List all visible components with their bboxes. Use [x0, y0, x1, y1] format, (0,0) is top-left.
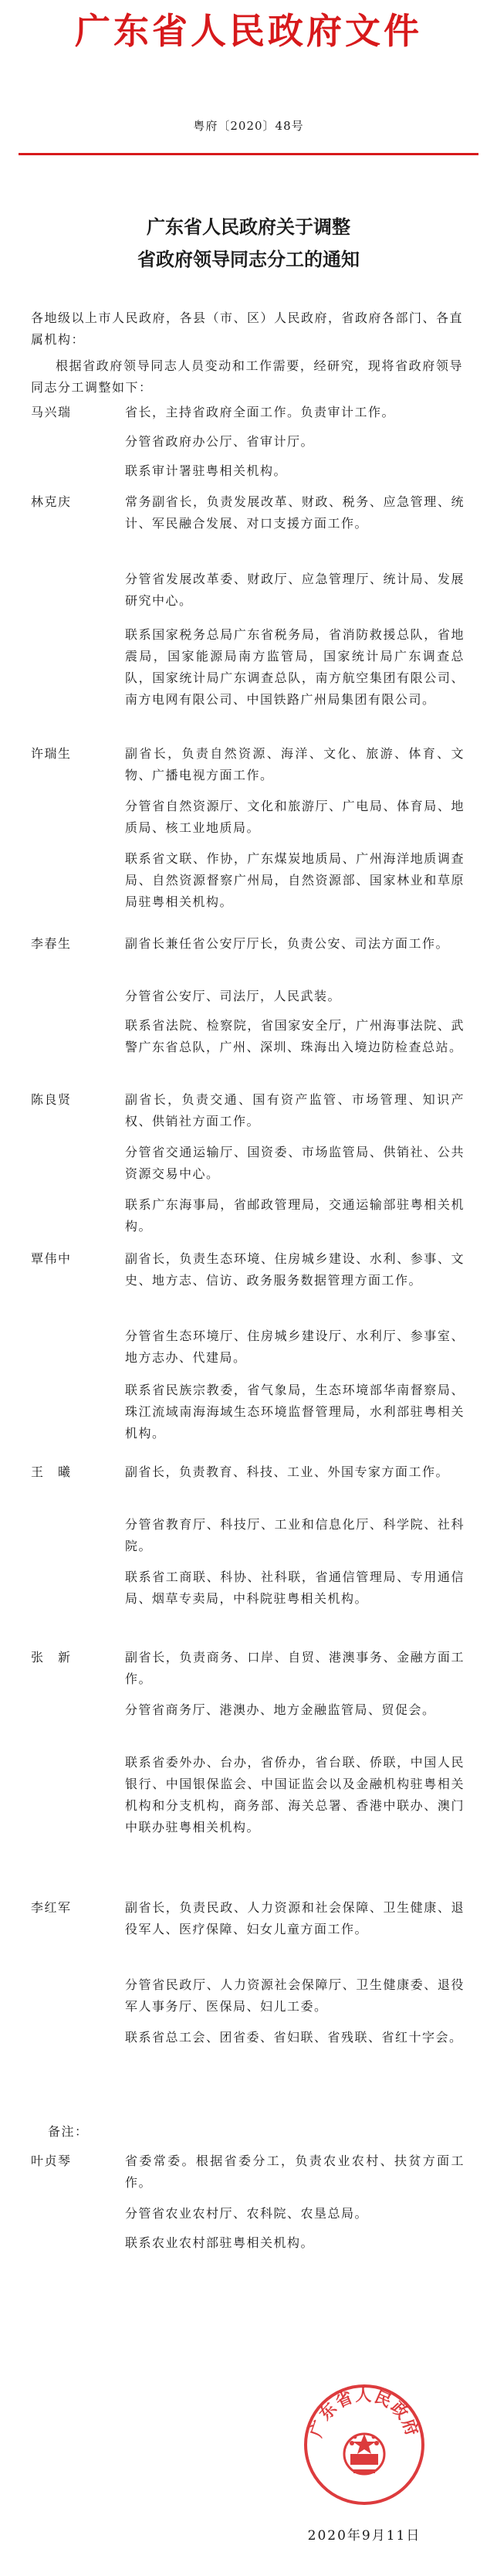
national-emblem-icon: [344, 2434, 384, 2474]
seal-text: 广东省人民政府: [306, 2385, 423, 2440]
person-name: 叶贞琴: [31, 2153, 72, 2168]
duty-paragraph: 联系省民族宗教委，省气象局，生态环境部华南督察局、珠江流域南海海域生态环境监督管理局，水利部驻粤相关机构。: [125, 1383, 465, 1441]
document-number: 粤府〔2020〕48号: [193, 119, 304, 133]
duty-paragraph: 分管省政府办公厅、省审计厅。: [125, 434, 315, 449]
duty-paragraph: 分管省民政厅、人力资源社会保障厅、卫生健康委、退役军人事务厅、医保局、妇儿工委。: [125, 1977, 465, 2014]
person-name: 王 曦: [31, 1464, 72, 1479]
duty-paragraph: 省委常委。根据省委分工，负责农业农村、扶贫方面工作。: [125, 2153, 465, 2190]
duty-paragraph: 分管省教育厅、科技厅、工业和信息化厅、科学院、社科院。: [125, 1517, 465, 1553]
duty-paragraph: 联系广东海事局，省邮政管理局，交通运输部驻粤相关机构。: [125, 1197, 465, 1234]
duty-paragraph: 分管省自然资源厅、文化和旅游厅、广电局、体育局、地质局、核工业地质局。: [125, 799, 465, 835]
duty-paragraph: 联系省法院、检察院，省国家安全厅，广州海事法院、武警广东省总队，广州、深圳、珠海出入境边防检查总站。: [125, 1018, 465, 1054]
duty-paragraph: 副省长，负责商务、口岸、自贸、港澳事务、金融方面工作。: [125, 1650, 465, 1686]
duty-paragraph: 省长，主持省政府全面工作。负责审计工作。: [125, 405, 396, 419]
official-seal-icon: [303, 2383, 426, 2506]
duty-paragraph: 副省长，负责交通、国有资产监管、市场管理、知识产权、供销社方面工作。: [125, 1092, 465, 1128]
duty-paragraph: 分管省商务厅、港澳办、地方金融监管局、贸促会。: [125, 1702, 436, 1717]
person-name: 陈良贤: [31, 1092, 72, 1107]
person-name: 许瑞生: [31, 746, 72, 761]
duty-paragraph: 分管省公安厅、司法厅，人民武装。: [125, 989, 342, 1003]
duty-paragraph: 常务副省长，负责发展改革、财政、税务、应急管理、统计、军民融合发展、对口支援方面工作。: [125, 494, 465, 531]
intro-paragraph: 根据省政府领导同志人员变动和工作需要，经研究，现将省政府领导同志分工调整如下：: [31, 358, 463, 395]
duty-paragraph: 分管省交通运输厅、国资委、市场监管局、供销社、公共资源交易中心。: [125, 1145, 465, 1181]
duty-paragraph: 副省长，负责自然资源、海洋、文化、旅游、体育、文物、广播电视方面工作。: [125, 746, 465, 782]
duty-paragraph: 副省长，负责教育、科技、工业、外国专家方面工作。: [125, 1464, 450, 1479]
duty-paragraph: 副省长兼任省公安厅厅长，负责公安、司法方面工作。: [125, 936, 450, 951]
addressee-paragraph: 各地级以上市人民政府，各县（市、区）人民政府，省政府各部门、各直属机构：: [31, 311, 464, 347]
duty-paragraph: 副省长，负责生态环境、住房城乡建设、水利、参事、文史、地方志、信访、政务服务数据管理方面工作。: [125, 1251, 465, 1288]
remarks-label: 备注：: [48, 2124, 89, 2139]
red-separator-line: [19, 153, 478, 155]
person-name: 覃伟中: [31, 1251, 72, 1266]
svg-text:广东省人民政府: [306, 2385, 422, 2439]
person-name: 马兴瑞: [31, 405, 72, 419]
duty-paragraph: 联系国家税务总局广东省税务局，省消防救援总队，省地震局，国家能源局南方监管局，国家统计局广东调查总队，国家统计局广东调查总队，南方航空集团有限公司、南方电网有限公司、中国铁路广州局集团有限公司。: [125, 627, 465, 707]
duty-paragraph: 联系省工商联、科协、社科联，省通信管理局、专用通信局、烟草专卖局，中科院驻粤相关机构。: [125, 1570, 465, 1606]
duty-paragraph: 分管省农业农村厅、农科院、农垦总局。: [125, 2206, 369, 2221]
person-name: 林克庆: [31, 494, 72, 509]
duty-paragraph: 联系省文联、作协，广东煤炭地质局、广州海洋地质调查局、自然资源督察广州局，自然资源部、国家林业和草原局驻粤相关机构。: [125, 851, 465, 909]
document-title-line-1: 广东省人民政府关于调整: [147, 216, 350, 238]
person-name: 李春生: [31, 936, 72, 951]
duty-paragraph: 联系审计署驻粤相关机构。: [125, 463, 288, 478]
document-header-title: 广东省人民政府文件: [75, 10, 422, 52]
person-name: 李红军: [31, 1900, 72, 1915]
duty-paragraph: 分管省发展改革委、财政厅、应急管理厅、统计局、发展研究中心。: [125, 572, 465, 608]
document-date: 2020年9月11日: [307, 2528, 421, 2544]
duty-paragraph: 副省长，负责民政、人力资源和社会保障、卫生健康、退役军人、医疗保障、妇女儿童方面工作。: [125, 1900, 465, 1936]
person-name: 张 新: [31, 1650, 72, 1665]
duty-paragraph: 联系省总工会、团省委、省妇联、省残联、省红十字会。: [125, 2030, 463, 2045]
document-title-line-2: 省政府领导同志分工的通知: [137, 248, 360, 270]
duty-paragraph: 分管省生态环境厅、住房城乡建设厅、水利厅、参事室、地方志办、代建局。: [125, 1329, 465, 1365]
duty-paragraph: 联系农业农村部驻粤相关机构。: [125, 2235, 315, 2250]
duty-paragraph: 联系省委外办、台办，省侨办，省台联、侨联，中国人民银行、中国银保监会、中国证监会以及金融机构驻粤相关机构和分支机构，商务部、海关总署、香港中联办、澳门中联办驻粤相关机构。: [125, 1755, 465, 1834]
